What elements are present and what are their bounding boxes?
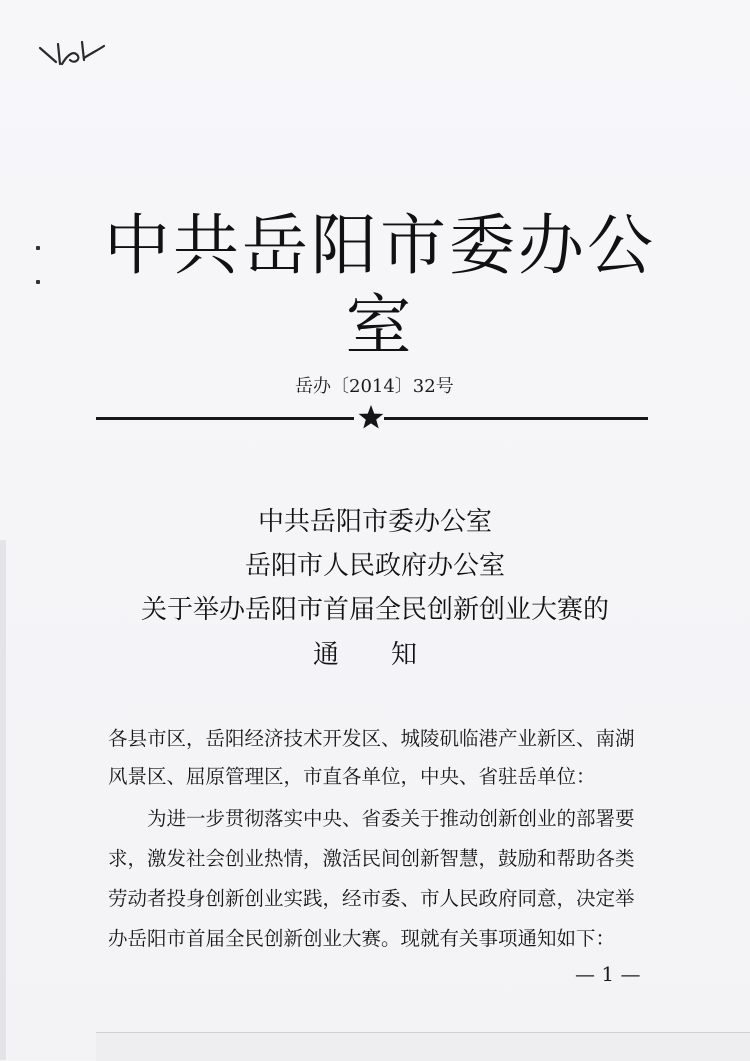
handwritten-mark (38, 36, 108, 72)
title-line: 通 知 (312, 640, 417, 670)
page-edge-bottom (96, 1032, 750, 1061)
margin-mark (36, 246, 40, 250)
title-line: 关于举办岳阳市首届全民创新创业大赛的 (140, 595, 609, 625)
title-line: 岳阳市人民政府办公室 (244, 551, 505, 581)
title-line: 中共岳阳市委办公室 (257, 507, 492, 537)
header-rule-right (384, 417, 648, 420)
body-line: 为进一步贯彻落实中央、省委关于推动创新创业的部署要 (147, 807, 635, 830)
body-line: 劳动者投身创新创业实践，经市委、市人民政府同意，决定举 (108, 887, 635, 910)
star-icon (358, 404, 384, 430)
recipients-line: 风景区、屈原管理区，市直各单位，中央、省驻岳单位： (108, 765, 596, 788)
document-number: 岳办〔2014〕32号 (295, 376, 454, 397)
header-rule-left (96, 417, 354, 420)
margin-mark (36, 280, 40, 284)
page-number: — 1 — (575, 962, 641, 986)
recipients-line: 各县市区，岳阳经济技术开发区、城陵矶临港产业新区、南湖 (108, 727, 635, 750)
body-line: 求，激发社会创业热情，激活民间创新智慧，鼓励和帮助各类 (108, 847, 635, 870)
issuer-header: 中共岳阳市委办公室 (104, 207, 656, 364)
body-line: 办岳阳市首届全民创新创业大赛。现就有关事项通知如下： (108, 927, 616, 950)
